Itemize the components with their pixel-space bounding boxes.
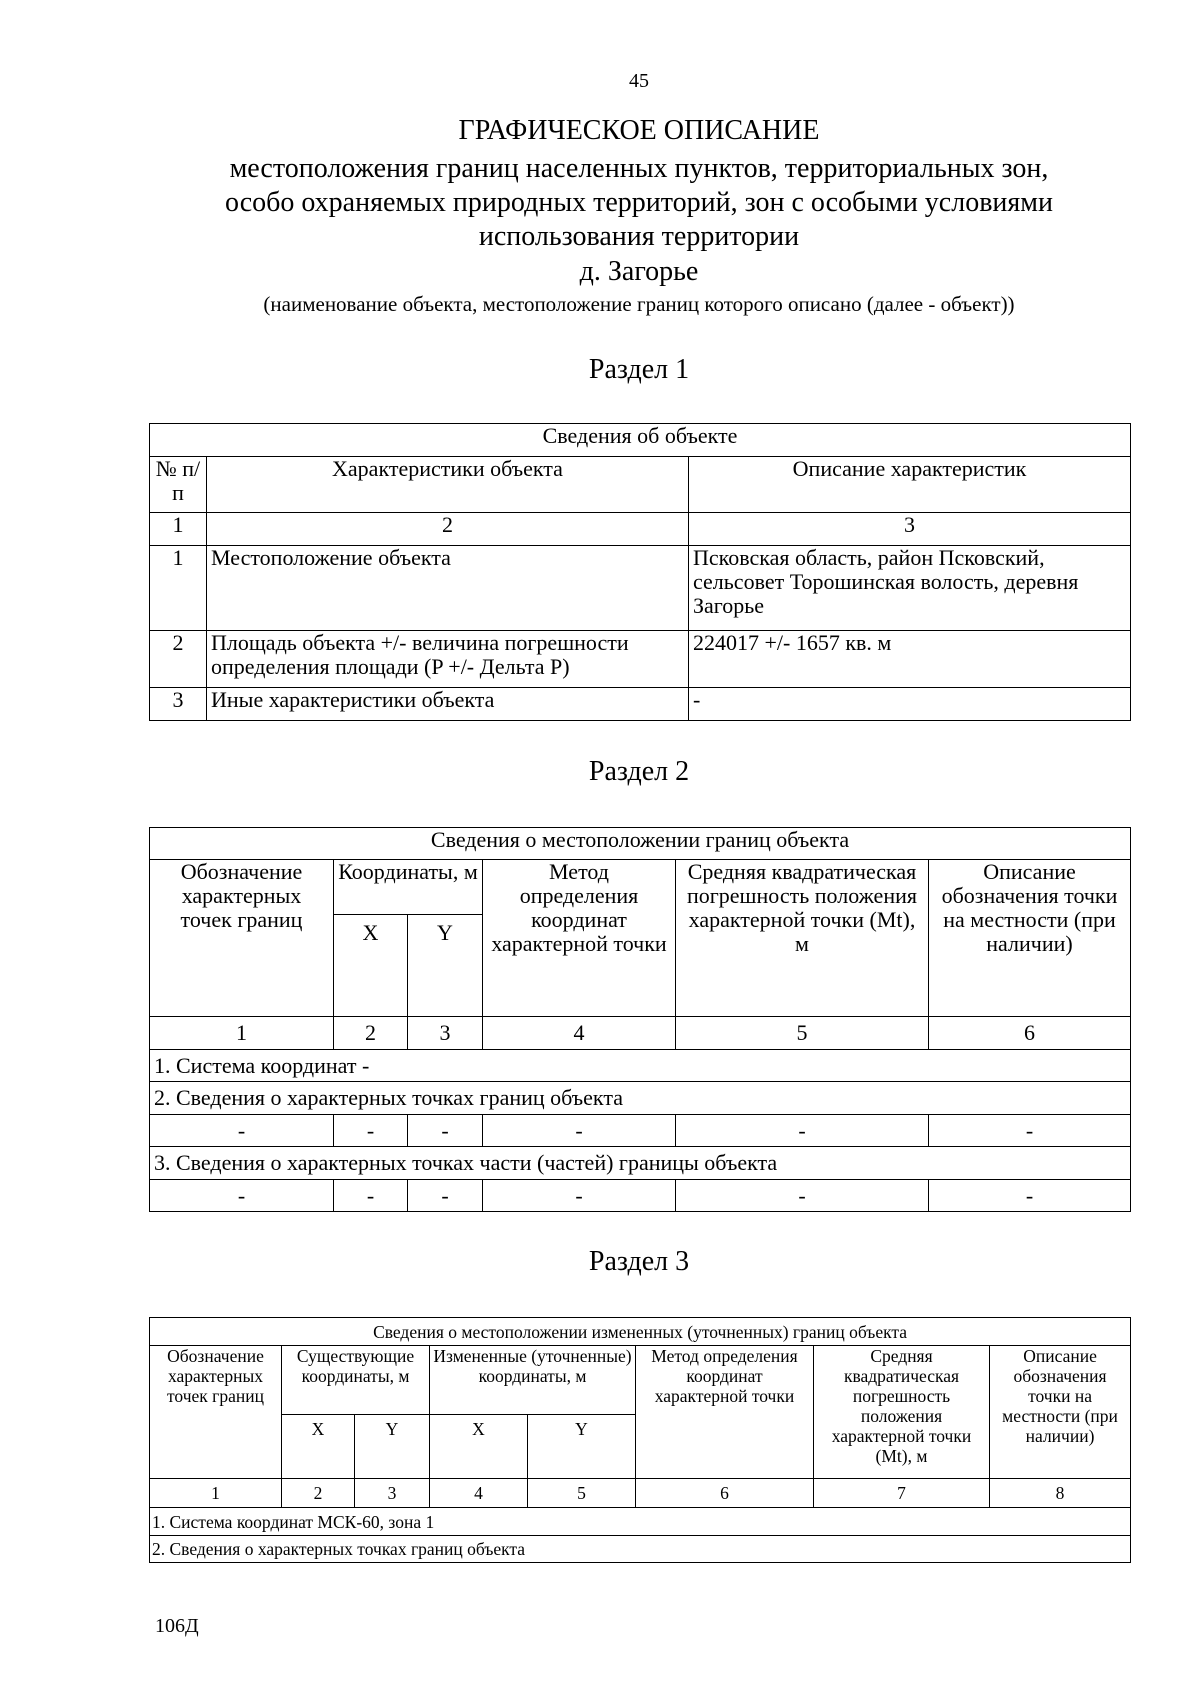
cell: - <box>676 1115 929 1147</box>
header-description: Описание обозначения точки на местности (при наличии) <box>929 860 1131 1017</box>
document-subtitle-line1: местоположения границ населенных пунктов, территориальных зон, <box>229 153 1049 184</box>
cell: - <box>929 1115 1131 1147</box>
col-number: 1 <box>150 1479 282 1508</box>
footer-code: 106Д <box>155 1615 199 1637</box>
cell: - <box>929 1180 1131 1212</box>
col-number: 4 <box>430 1479 528 1508</box>
table-title: Сведения о местоположении измененных (уточненных) границ объекта <box>150 1318 1131 1346</box>
table-title: Сведения о местоположении границ объекта <box>150 828 1131 860</box>
col-number: 8 <box>990 1479 1131 1508</box>
document-subtitle-line3: использования территории <box>478 221 800 252</box>
header-y: Y <box>408 915 483 1017</box>
header-x: X <box>334 915 408 1017</box>
boundary-location-table <box>149 827 1131 1212</box>
cell: - <box>676 1180 929 1212</box>
cell: - <box>150 1115 334 1147</box>
coordinate-system-row: 1. Система координат - <box>150 1050 1131 1082</box>
col-number: 5 <box>528 1479 636 1508</box>
row-value: - <box>689 688 1131 721</box>
cell: - <box>483 1115 676 1147</box>
header-points: Обозначение характерных точек границ <box>150 1346 282 1479</box>
part-points-row: 3. Сведения о характерных точках части (частей) границы объекта <box>150 1147 1131 1180</box>
row-name: Местоположение объекта <box>207 546 689 631</box>
header-number: № п/п <box>150 457 207 513</box>
cell: - <box>334 1115 408 1147</box>
col-number: 3 <box>689 513 1131 546</box>
boundary-points-row: 2. Сведения о характерных точках границ объекта <box>150 1536 1131 1563</box>
header-existing: Существующие координаты, м <box>282 1346 430 1415</box>
col-number: 1 <box>150 513 207 546</box>
section2-heading: Раздел 2 <box>588 756 690 787</box>
object-info-table <box>149 423 1131 721</box>
section1-heading: Раздел 1 <box>588 354 690 385</box>
col-number: 2 <box>282 1479 355 1508</box>
header-error: Средняя квадратическая погрешность положения характерной точки (Mt), м <box>676 860 929 1017</box>
header-coords: Координаты, м <box>334 860 483 915</box>
col-number: 1 <box>150 1017 334 1050</box>
table-row <box>150 688 1131 721</box>
header-method: Метод определения координат характерной точки <box>636 1346 814 1479</box>
col-number: 4 <box>483 1017 676 1050</box>
header-characteristic: Характеристики объекта <box>207 457 689 513</box>
header-method: Метод определения координат характерной точки <box>483 860 676 1017</box>
row-number: 2 <box>150 631 207 688</box>
header-x-changed: X <box>430 1415 528 1479</box>
col-number: 3 <box>355 1479 430 1508</box>
changed-boundary-table <box>149 1317 1131 1563</box>
document-subtitle-line2: особо охраняемых природных территорий, зон с особыми условиями <box>225 187 1053 218</box>
col-number: 2 <box>207 513 689 546</box>
table-row <box>150 1115 1131 1147</box>
header-x-existing: X <box>282 1415 355 1479</box>
header-description: Описание обозначения точки на местности (при наличии) <box>990 1346 1131 1479</box>
header-description: Описание характеристик <box>689 457 1131 513</box>
row-name: Площадь объекта +/- величина погрешности определения площади (P +/- Дельта P) <box>207 631 689 688</box>
col-number: 6 <box>636 1479 814 1508</box>
col-number: 2 <box>334 1017 408 1050</box>
header-changed: Измененные (уточненные) координаты, м <box>430 1346 636 1415</box>
page-number: 45 <box>629 70 649 92</box>
col-number: 5 <box>676 1017 929 1050</box>
object-caption: (наименование объекта, местоположение границ которого описано (далее - объект)) <box>263 292 1015 316</box>
cell: - <box>408 1180 483 1212</box>
cell: - <box>483 1180 676 1212</box>
table-row <box>150 631 1131 688</box>
header-error: Средняя квадратическая погрешность положения характерной точки (Mt), м <box>814 1346 990 1479</box>
boundary-points-row: 2. Сведения о характерных точках границ объекта <box>150 1082 1131 1115</box>
row-value: Псковская область, район Псковский, сельсовет Торошинская волость, деревня Загорье <box>689 546 1131 631</box>
cell: - <box>334 1180 408 1212</box>
object-name: д. Загорье <box>579 256 699 287</box>
row-name: Иные характеристики объекта <box>207 688 689 721</box>
table-row <box>150 546 1131 631</box>
header-points: Обозначение характерных точек границ <box>150 860 334 1017</box>
col-number: 7 <box>814 1479 990 1508</box>
col-number: 3 <box>408 1017 483 1050</box>
header-y-existing: Y <box>355 1415 430 1479</box>
row-value: 224017 +/- 1657 кв. м <box>689 631 1131 688</box>
table-title: Сведения об объекте <box>150 424 1131 457</box>
document-title: ГРАФИЧЕСКОЕ ОПИСАНИЕ <box>458 115 820 146</box>
row-number: 1 <box>150 546 207 631</box>
header-y-changed: Y <box>528 1415 636 1479</box>
table-row <box>150 1180 1131 1212</box>
row-number: 3 <box>150 688 207 721</box>
cell: - <box>408 1115 483 1147</box>
coordinate-system-row: 1. Система координат МСК-60, зона 1 <box>150 1508 1131 1536</box>
cell: - <box>150 1180 334 1212</box>
col-number: 6 <box>929 1017 1131 1050</box>
section3-heading: Раздел 3 <box>588 1246 690 1277</box>
